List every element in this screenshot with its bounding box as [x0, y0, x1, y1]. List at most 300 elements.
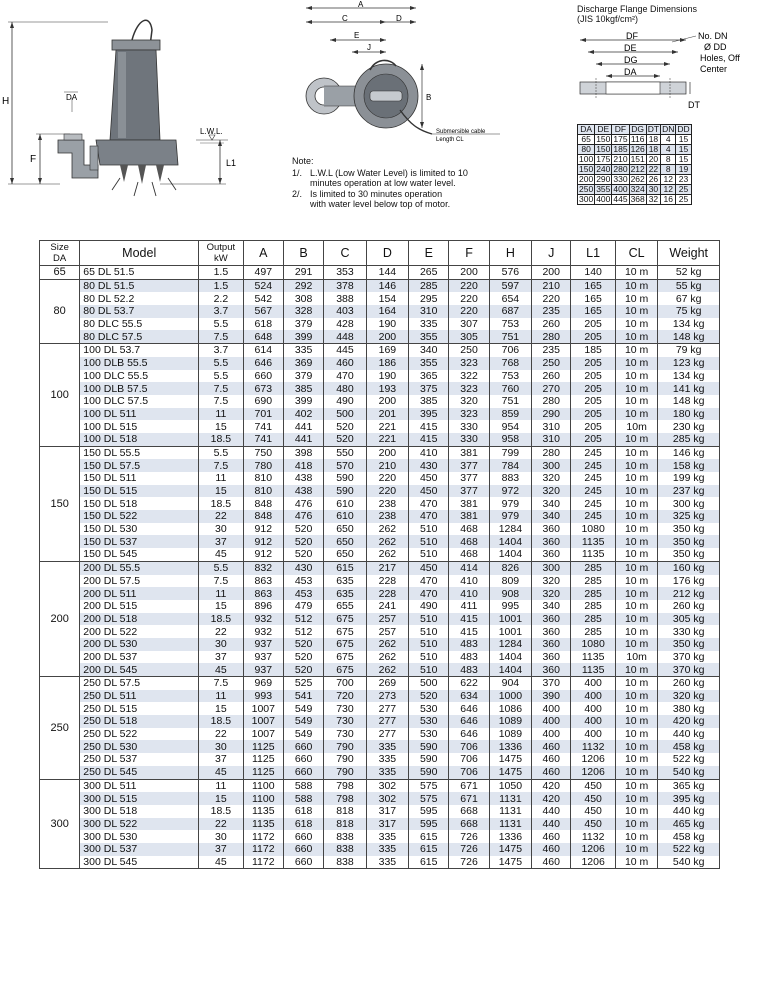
table-cell: 200 [366, 330, 408, 343]
table-cell: 726 [449, 843, 489, 856]
table-cell: 660 [283, 843, 323, 856]
table-cell: 460 [532, 856, 571, 869]
flange-cell: 445 [613, 194, 628, 204]
table-cell: 438 [283, 472, 323, 485]
table-cell: 238 [366, 510, 408, 523]
flange-cell: 250 [579, 184, 594, 194]
table-cell: 1132 [571, 830, 616, 843]
model-cell: 200 DL 537 [80, 651, 199, 664]
table-cell: 10 m [615, 523, 657, 536]
table-cell: 1089 [489, 728, 531, 741]
table-cell: 317 [366, 805, 408, 818]
table-cell: 10 m [615, 587, 657, 600]
table-cell: 969 [243, 677, 283, 690]
model-cell: 250 DL 537 [80, 753, 199, 766]
model-cell: 200 DL 57.5 [80, 575, 199, 588]
table-cell: 350 kg [658, 548, 720, 561]
model-cell: 250 DL 545 [80, 766, 199, 779]
table-cell: 790 [324, 766, 366, 779]
table-row [40, 357, 720, 370]
flange-table-row [578, 145, 692, 155]
table-cell: 654 [489, 292, 531, 305]
table-cell: 18.5 [199, 715, 244, 728]
table-cell: 220 [449, 279, 489, 292]
table-cell: 1172 [243, 830, 283, 843]
table-cell: 205 [571, 433, 616, 446]
table-cell: 818 [324, 818, 366, 831]
table-cell: 760 [489, 382, 531, 395]
table-cell: 277 [366, 715, 408, 728]
table-cell: 460 [532, 830, 571, 843]
table-cell: 1001 [489, 625, 531, 638]
table-cell: 415 [449, 625, 489, 638]
table-cell: 307 [449, 318, 489, 331]
table-row [40, 740, 720, 753]
table-cell: 11 [199, 408, 244, 421]
table-cell: 1131 [489, 805, 531, 818]
table-cell: 165 [571, 279, 616, 292]
holes-label-line1: Holes, Off [700, 53, 740, 63]
table-cell: 220 [449, 292, 489, 305]
table-cell: 201 [366, 408, 408, 421]
table-cell: 335 [366, 843, 408, 856]
table-cell: 500 [324, 408, 366, 421]
flange-cell: 23 [676, 175, 691, 185]
flange-cell: 240 [596, 164, 611, 174]
table-cell: 730 [324, 702, 366, 715]
table-cell: 320 kg [658, 690, 720, 703]
table-cell: 912 [243, 535, 283, 548]
table-cell: 340 [532, 600, 571, 613]
table-cell: 1135 [571, 535, 616, 548]
table-cell: 675 [324, 625, 366, 638]
col-header-j: J [532, 241, 571, 266]
table-cell: 377 [449, 472, 489, 485]
table-row [40, 548, 720, 561]
flange-cell: 212 [630, 164, 645, 174]
flange-cell: 280 [613, 164, 628, 174]
cable-label-line1: Submersible cable [436, 129, 486, 135]
table-cell: 706 [449, 753, 489, 766]
table-cell: 790 [324, 740, 366, 753]
table-cell: 385 [409, 395, 449, 408]
table-cell: 67 kg [658, 292, 720, 305]
table-cell: 30 [199, 830, 244, 843]
table-cell: 618 [283, 818, 323, 831]
table-cell: 360 [532, 638, 571, 651]
table-cell: 134 kg [658, 370, 720, 383]
table-cell: 10 m [615, 561, 657, 574]
model-cell: 250 DL 515 [80, 702, 199, 715]
table-cell: 3.7 [199, 344, 244, 357]
table-cell: 476 [283, 497, 323, 510]
table-row [40, 587, 720, 600]
table-cell: 937 [243, 651, 283, 664]
table-cell: 995 [489, 600, 531, 613]
model-cell: 200 DL 515 [80, 600, 199, 613]
table-cell: 799 [489, 446, 531, 459]
table-cell: 190 [366, 370, 408, 383]
table-cell: 1080 [571, 523, 616, 536]
table-cell: 10 m [615, 753, 657, 766]
table-cell: 1007 [243, 728, 283, 741]
table-cell: 542 [243, 292, 283, 305]
table-cell: 377 [449, 485, 489, 498]
table-cell: 510 [409, 535, 449, 548]
note-line: with water level below top of motor. [310, 199, 451, 209]
table-row [40, 330, 720, 343]
table-cell: 45 [199, 766, 244, 779]
table-cell: 200 [366, 446, 408, 459]
table-cell: 450 [409, 561, 449, 574]
notes-heading: Note: [292, 156, 314, 166]
model-cell: 150 DL 55.5 [80, 446, 199, 459]
table-cell: 285 [571, 587, 616, 600]
table-cell: 460 [532, 766, 571, 779]
table-cell: 470 [324, 370, 366, 383]
table-cell: 706 [489, 344, 531, 357]
table-cell: 483 [449, 663, 489, 676]
table-cell: 2.2 [199, 292, 244, 305]
table-cell: 809 [489, 575, 531, 588]
table-cell: 335 [366, 753, 408, 766]
table-cell: 37 [199, 843, 244, 856]
table-cell: 205 [571, 420, 616, 433]
table-cell: 520 [283, 651, 323, 664]
table-cell: 597 [489, 279, 531, 292]
table-cell: 896 [243, 600, 283, 613]
table-cell: 753 [489, 318, 531, 331]
dim-da-flange-label: DA [624, 67, 637, 77]
size-group-cell: 80 [40, 279, 80, 343]
table-cell: 790 [324, 753, 366, 766]
table-cell: 335 [409, 318, 449, 331]
table-row [40, 805, 720, 818]
table-cell: 320 [449, 395, 489, 408]
table-cell: 671 [449, 779, 489, 792]
table-cell: 549 [283, 728, 323, 741]
table-cell: 1086 [489, 702, 531, 715]
table-cell: 15 [199, 485, 244, 498]
table-cell: 414 [449, 561, 489, 574]
table-cell: 205 [571, 395, 616, 408]
table-cell: 37 [199, 535, 244, 548]
table-cell: 979 [489, 510, 531, 523]
flange-cell: 8 [661, 155, 676, 165]
model-cell: 80 DL 51.5 [80, 279, 199, 292]
table-row [40, 344, 720, 357]
model-cell: 250 DL 57.5 [80, 677, 199, 690]
flange-cell: 400 [596, 194, 611, 204]
table-cell: 1206 [571, 856, 616, 869]
table-cell: 220 [366, 485, 408, 498]
table-cell: 360 [532, 535, 571, 548]
table-cell: 622 [449, 677, 489, 690]
table-cell: 378 [324, 279, 366, 292]
table-cell: 590 [409, 740, 449, 753]
flange-cell: 15 [676, 145, 691, 155]
table-cell: 549 [283, 702, 323, 715]
table-cell: 165 [571, 292, 616, 305]
table-row [40, 370, 720, 383]
dim-b-label: B [426, 93, 432, 102]
flange-cell: 324 [630, 184, 645, 194]
table-cell: 205 [571, 382, 616, 395]
table-cell: 588 [283, 792, 323, 805]
model-cell: 150 DL 511 [80, 472, 199, 485]
dim-de-label: DE [624, 43, 637, 53]
size-group-cell: 100 [40, 344, 80, 447]
table-cell: 1475 [489, 753, 531, 766]
table-cell: 285 [571, 575, 616, 588]
table-cell: 660 [243, 370, 283, 383]
table-cell: 10 m [615, 292, 657, 305]
table-cell: 1475 [489, 843, 531, 856]
pump-side-view-drawing [0, 0, 250, 200]
table-cell: 1336 [489, 830, 531, 843]
col-header-e: E [409, 241, 449, 266]
table-row [40, 446, 720, 459]
flange-title-line: Discharge Flange Dimensions [577, 4, 698, 14]
table-cell: 660 [283, 740, 323, 753]
table-cell: 512 [283, 625, 323, 638]
table-cell: 18.5 [199, 613, 244, 626]
table-cell: 310 [532, 433, 571, 446]
table-cell: 400 [571, 715, 616, 728]
table-cell: 322 [449, 370, 489, 383]
table-row [40, 728, 720, 741]
flange-cell: 150 [596, 134, 611, 144]
table-cell: 370 kg [658, 663, 720, 676]
table-cell: 158 kg [658, 459, 720, 472]
dim-dn-label: No. DN [698, 31, 728, 41]
table-cell: 270 [532, 382, 571, 395]
table-cell: 440 kg [658, 728, 720, 741]
table-cell: 675 [324, 651, 366, 664]
table-cell: 205 [571, 357, 616, 370]
table-cell: 726 [449, 856, 489, 869]
table-cell: 185 [571, 344, 616, 357]
table-cell: 1007 [243, 702, 283, 715]
model-cell: 300 DL 511 [80, 779, 199, 792]
table-cell: 7.5 [199, 459, 244, 472]
model-cell: 100 DL 518 [80, 433, 199, 446]
table-cell: 265 [409, 266, 449, 280]
flange-table-row [578, 175, 692, 185]
col-header-a: A [243, 241, 283, 266]
model-cell: 100 DLB 55.5 [80, 357, 199, 370]
table-cell: 335 [366, 856, 408, 869]
table-cell: 300 [532, 561, 571, 574]
table-cell: 575 [409, 792, 449, 805]
table-cell: 10 m [615, 408, 657, 421]
dim-a-label: A [358, 0, 364, 9]
table-cell: 257 [366, 613, 408, 626]
table-cell: 285 kg [658, 433, 720, 446]
table-row [40, 575, 720, 588]
flange-col-header: DE [595, 125, 612, 135]
model-cell: 150 DL 545 [80, 548, 199, 561]
table-cell: 1475 [489, 766, 531, 779]
table-cell: 10 m [615, 318, 657, 331]
table-cell: 10 m [615, 792, 657, 805]
table-cell: 10 m [615, 677, 657, 690]
table-cell: 441 [283, 433, 323, 446]
table-cell: 10 m [615, 305, 657, 318]
table-cell: 768 [489, 357, 531, 370]
table-cell: 635 [324, 587, 366, 600]
table-cell: 398 [283, 446, 323, 459]
table-cell: 200 [532, 266, 571, 280]
table-cell: 595 [409, 805, 449, 818]
table-cell: 285 [571, 561, 616, 574]
table-cell: 470 [409, 497, 449, 510]
table-cell: 22 [199, 728, 244, 741]
table-cell: 335 [366, 766, 408, 779]
table-cell: 10 m [615, 690, 657, 703]
note-text [310, 168, 468, 189]
table-cell: 400 [532, 728, 571, 741]
flange-cell: 32 [646, 195, 660, 205]
table-cell: 675 [324, 638, 366, 651]
model-cell: 100 DL 53.7 [80, 344, 199, 357]
table-cell: 10 m [615, 472, 657, 485]
table-cell: 1206 [571, 753, 616, 766]
dim-f-label: F [30, 154, 37, 165]
table-cell: 164 [366, 305, 408, 318]
table-row [40, 613, 720, 626]
table-cell: 190 [366, 318, 408, 331]
table-cell: 148 kg [658, 330, 720, 343]
notes [292, 156, 552, 210]
flange-table [577, 124, 692, 205]
flange-cell: 4 [661, 145, 676, 155]
table-row [40, 766, 720, 779]
model-cell: 150 DL 522 [80, 510, 199, 523]
table-cell: 660 [283, 766, 323, 779]
table-cell: 590 [409, 766, 449, 779]
table-cell: 241 [366, 600, 408, 613]
table-cell: 590 [324, 472, 366, 485]
lwl-label: L.W.L. [200, 127, 223, 136]
table-cell: 400 [532, 702, 571, 715]
table-cell: 510 [409, 613, 449, 626]
table-cell: 400 [571, 677, 616, 690]
table-cell: 458 kg [658, 830, 720, 843]
table-cell: 590 [324, 485, 366, 498]
table-row [40, 715, 720, 728]
table-cell: 1135 [571, 651, 616, 664]
table-cell: 220 [532, 292, 571, 305]
flange-col-header: DA [578, 125, 595, 135]
table-cell: 5.5 [199, 370, 244, 383]
table-cell: 420 kg [658, 715, 720, 728]
table-cell: 500 [409, 677, 449, 690]
table-cell: 483 [449, 638, 489, 651]
table-cell: 369 [283, 357, 323, 370]
table-cell: 37 [199, 753, 244, 766]
table-cell: 726 [449, 830, 489, 843]
table-cell: 365 kg [658, 779, 720, 792]
table-cell: 11 [199, 472, 244, 485]
table-cell: 165 [571, 305, 616, 318]
dim-da-label: DA [66, 93, 78, 102]
table-cell: 360 [532, 651, 571, 664]
table-cell: 440 [532, 818, 571, 831]
table-cell: 10 m [615, 279, 657, 292]
table-cell: 10 m [615, 766, 657, 779]
table-cell: 10 m [615, 663, 657, 676]
table-row [40, 856, 720, 869]
table-cell: 30 [199, 523, 244, 536]
table-cell: 388 [324, 292, 366, 305]
table-cell: 10 m [615, 702, 657, 715]
table-cell: 399 [283, 330, 323, 343]
table-cell: 140 [571, 266, 616, 280]
table-cell: 826 [489, 561, 531, 574]
table-cell: 330 [449, 433, 489, 446]
table-cell: 10 m [615, 548, 657, 561]
model-cell: 150 DL 515 [80, 485, 199, 498]
table-row [40, 279, 720, 292]
table-cell: 615 [409, 856, 449, 869]
table-cell: 123 kg [658, 357, 720, 370]
table-cell: 285 [571, 600, 616, 613]
table-cell: 10 m [615, 818, 657, 831]
table-cell: 575 [409, 779, 449, 792]
table-row [40, 830, 720, 843]
table-cell: 200 [449, 266, 489, 280]
table-cell: 450 [409, 485, 449, 498]
flange-cell: 18 [646, 145, 660, 155]
col-header-output [199, 241, 244, 266]
table-cell: 530 [409, 702, 449, 715]
table-cell: 10 m [615, 535, 657, 548]
col-header-b: B [283, 241, 323, 266]
table-cell: 1284 [489, 523, 531, 536]
model-cell: 80 DL 53.7 [80, 305, 199, 318]
table-cell: 479 [283, 600, 323, 613]
table-cell: 320 [532, 472, 571, 485]
table-cell: 134 kg [658, 318, 720, 331]
table-cell: 262 [366, 663, 408, 676]
table-cell: 350 kg [658, 535, 720, 548]
flange-cell: 15 [676, 155, 691, 165]
col-header-size [40, 241, 80, 266]
table-cell: 260 kg [658, 600, 720, 613]
table-row [40, 677, 720, 690]
table-cell: 520 [324, 420, 366, 433]
table-cell: 1131 [489, 792, 531, 805]
table-cell: 411 [449, 600, 489, 613]
table-cell: 250 [532, 357, 571, 370]
flange-table-body [578, 135, 692, 205]
table-cell: 285 [571, 625, 616, 638]
table-cell: 522 kg [658, 753, 720, 766]
flange-col-header: DT [647, 124, 660, 134]
table-cell: 285 [409, 279, 449, 292]
model-cell: 100 DLB 57.5 [80, 382, 199, 395]
model-cell: 150 DL 518 [80, 497, 199, 510]
model-cell: 200 DL 518 [80, 613, 199, 626]
table-cell: 221 [366, 420, 408, 433]
table-cell: 75 kg [658, 305, 720, 318]
table-cell: 360 [532, 613, 571, 626]
note-line: minutes operation at low water level. [310, 178, 456, 188]
table-row [40, 600, 720, 613]
dim-dt-label: DT [688, 100, 700, 110]
table-cell: 402 [283, 408, 323, 421]
